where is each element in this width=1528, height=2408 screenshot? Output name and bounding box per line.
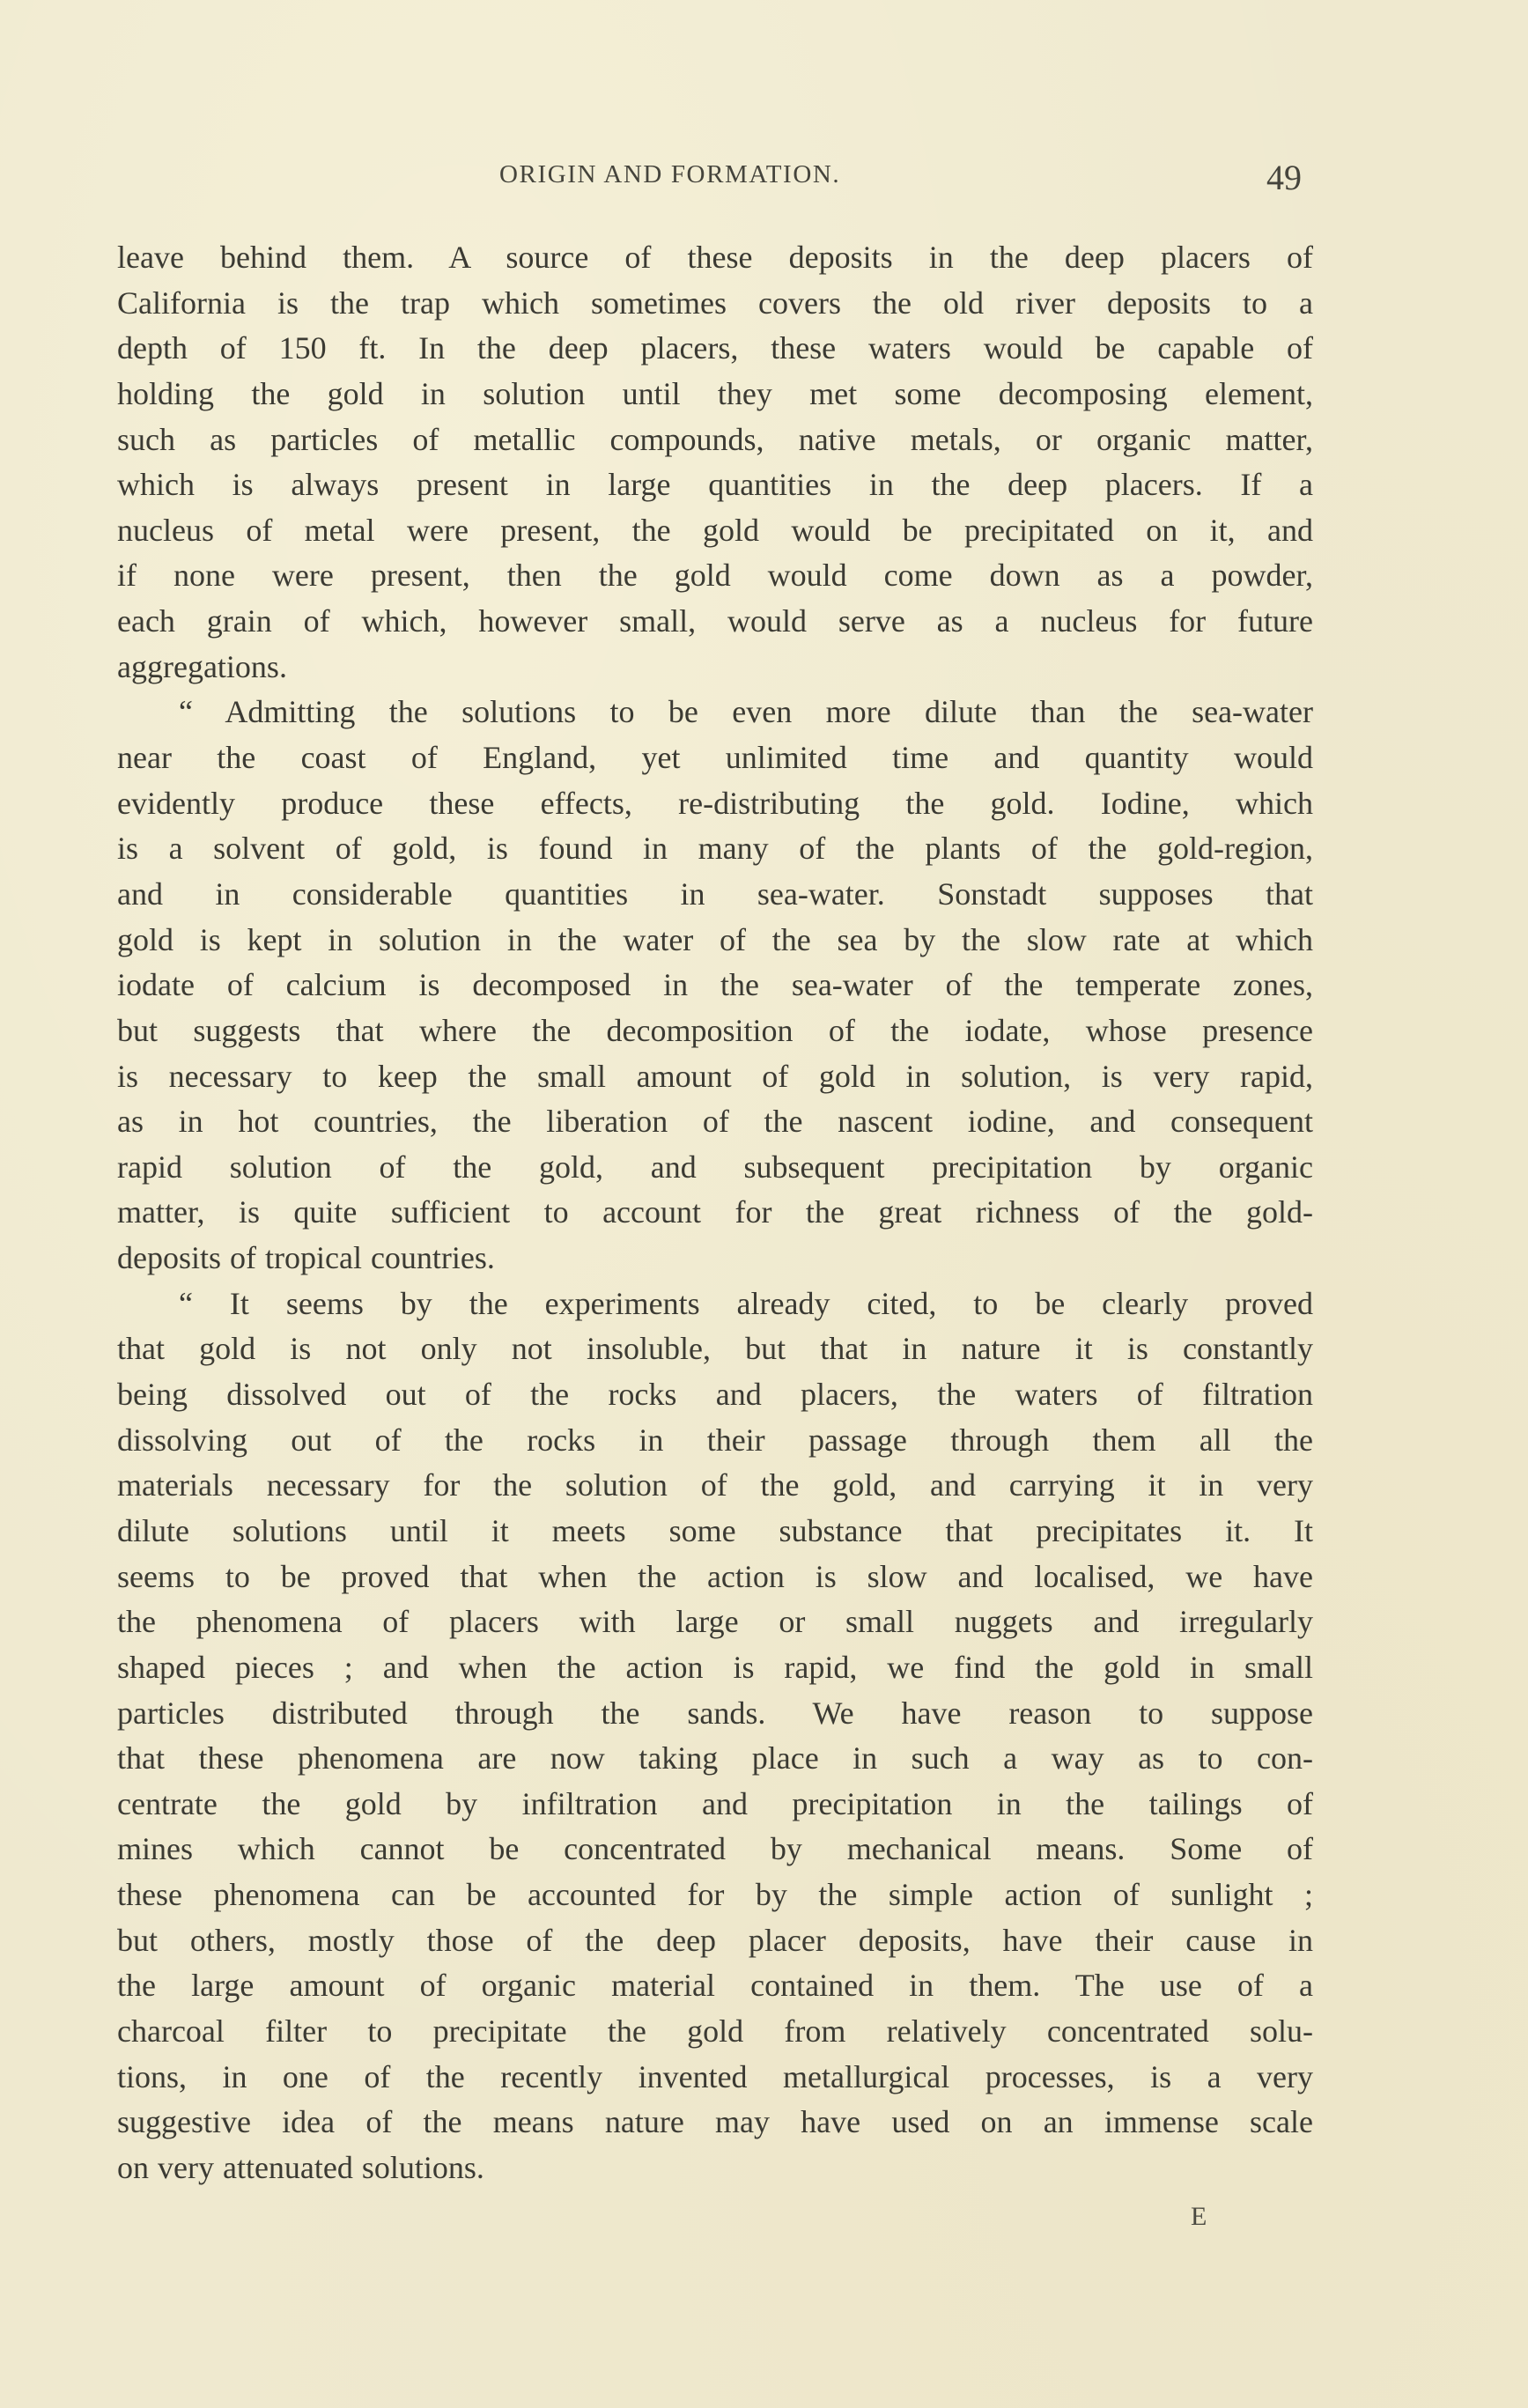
text-line: as in hot countries, the liberation of the nascent iodine, and consequent [117, 1104, 1313, 1140]
text-line: that gold is not only not insoluble, but that in nature it is constantly [117, 1331, 1313, 1367]
text-line: California is the trap which sometimes covers the old river deposits to a [117, 284, 1313, 321]
text-line: and in considerable quantities in sea-water. Sonstadt supposes that [117, 875, 1313, 912]
text-line: dissolving out of the rocks in their passage through them all the [117, 1422, 1313, 1458]
paragraph-end-line: aggregations. [117, 648, 287, 684]
text-line: charcoal filter to precipitate the gold from relatively concentrated solu- [117, 2013, 1313, 2049]
text-line: if none were present, then the gold would come down as a powder, [117, 558, 1313, 594]
text-line: which is always present in large quantities in the deep placers. If a [117, 467, 1313, 503]
text-line: dilute solutions until it meets some substance that precipitates it. It [117, 1512, 1313, 1548]
text-line: these phenomena can be accounted for by the simple action of sunlight ; [117, 1877, 1313, 1913]
text-line: nucleus of metal were present, the gold would be precipitated on it, and [117, 512, 1313, 548]
text-line: the large amount of organic material contained in them. The use of a [117, 1968, 1313, 2004]
text-line: iodate of calcium is decomposed in the sea-water of the temperate zones, [117, 967, 1313, 1003]
paragraph-end-line: on very attenuated solutions. [117, 2149, 484, 2185]
text-line: mines which cannot be concentrated by mechanical means. Some of [117, 1831, 1313, 1867]
text-line: holding the gold in solution until they met some decomposing element, [117, 375, 1313, 411]
text-line: particles distributed through the sands. We have reason to suppose [117, 1695, 1313, 1731]
signature-mark: E [1191, 2202, 1207, 2231]
text-line: shaped pieces ; and when the action is rapid, we find the gold in small [117, 1649, 1313, 1685]
text-line: leave behind them. A source of these deposits in the deep placers of [117, 240, 1313, 275]
text-line: is a solvent of gold, is found in many of the plants of the gold-region, [117, 831, 1313, 867]
text-line: that these phenomena are now taking place in such a way as to con- [117, 1740, 1313, 1776]
text-line: gold is kept in solution in the water of the sea by the slow rate at which [117, 921, 1313, 957]
text-line: is necessary to keep the small amount of gold in solution, is very rapid, [117, 1058, 1313, 1094]
paragraph-start-line: “ It seems by the experiments already cited, to be clearly proved [179, 1285, 1313, 1321]
text-line: but suggests that where the decomposition of the iodate, whose presence [117, 1012, 1313, 1048]
text-line: centrate the gold by infiltration and precipitation in the tailings of [117, 1785, 1313, 1821]
text-line: tions, in one of the recently invented metallurgical processes, is a very [117, 2058, 1313, 2094]
paragraph-end-line: deposits of tropical countries. [117, 1240, 495, 1276]
text-line: being dissolved out of the rocks and placers, the waters of filtration [117, 1377, 1313, 1413]
text-line: depth of 150 ft. In the deep placers, these waters would be capable of [117, 330, 1313, 366]
text-line: the phenomena of placers with large or small nuggets and irregularly [117, 1604, 1313, 1640]
text-line: seems to be proved that when the action is slow and localised, we have [117, 1558, 1313, 1594]
text-line: evidently produce these effects, re-distributing the gold. Iodine, which [117, 785, 1313, 821]
text-line: suggestive idea of the means nature may have used on an immense scale [117, 2104, 1313, 2140]
running-title: ORIGIN AND FORMATION. [499, 160, 841, 188]
text-line: such as particles of metallic compounds, native metals, or organic matter, [117, 421, 1313, 457]
text-line: matter, is quite sufficient to account for the great richness of the gold- [117, 1194, 1313, 1230]
body-text [117, 235, 1313, 2191]
page-number: 49 [1266, 158, 1302, 197]
paragraph-start-line: “ Admitting the solutions to be even more dilute than the sea-water [179, 694, 1313, 730]
text-line: rapid solution of the gold, and subsequent precipitation by organic [117, 1149, 1313, 1185]
text-line: materials necessary for the solution of the gold, and carrying it in very [117, 1467, 1313, 1503]
text-line: but others, mostly those of the deep placer deposits, have their cause in [117, 1922, 1313, 1958]
text-line: near the coast of England, yet unlimited time and quantity would [117, 740, 1313, 776]
text-line: each grain of which, however small, would serve as a nucleus for future [117, 603, 1313, 639]
running-head [0, 160, 1528, 196]
